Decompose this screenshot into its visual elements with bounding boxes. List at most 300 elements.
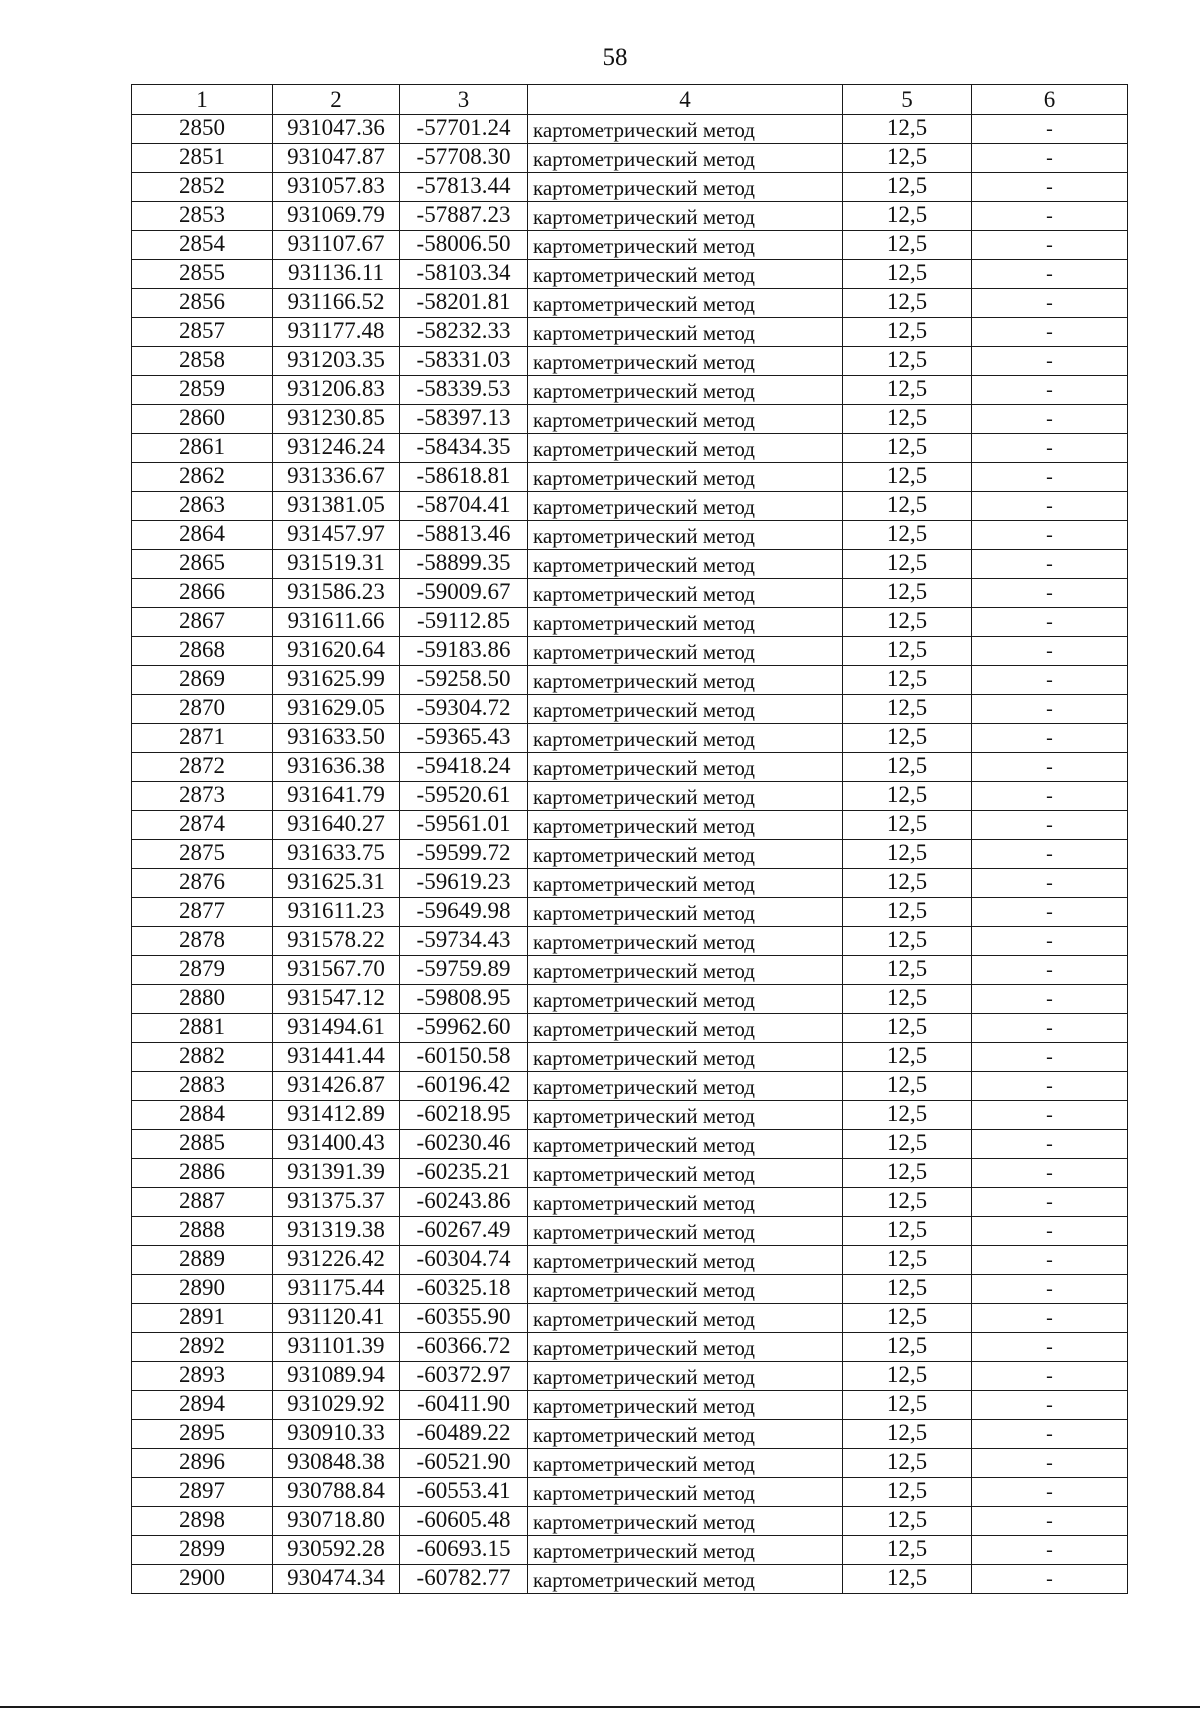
table-row [132, 753, 1128, 782]
x-coordinate-cell: 931226.42 [273, 1246, 400, 1275]
y-coordinate-cell: -60267.49 [400, 1217, 528, 1246]
note-cell: - [972, 1478, 1128, 1507]
point-number-cell: 2882 [132, 1043, 273, 1072]
y-coordinate-cell: -60243.86 [400, 1188, 528, 1217]
table-row [132, 579, 1128, 608]
method-cell: картометрический метод [528, 347, 843, 376]
method-cell: картометрический метод [528, 579, 843, 608]
x-coordinate-cell: 931381.05 [273, 492, 400, 521]
accuracy-cell: 12,5 [843, 1420, 972, 1449]
method-cell: картометрический метод [528, 1362, 843, 1391]
accuracy-cell: 12,5 [843, 405, 972, 434]
x-coordinate-cell: 931633.75 [273, 840, 400, 869]
method-cell: картометрический метод [528, 463, 843, 492]
point-number-cell: 2880 [132, 985, 273, 1014]
table-row [132, 782, 1128, 811]
point-number-cell: 2868 [132, 637, 273, 666]
method-cell: картометрический метод [528, 956, 843, 985]
y-coordinate-cell: -58232.33 [400, 318, 528, 347]
method-cell: картометрический метод [528, 1565, 843, 1594]
table-row [132, 898, 1128, 927]
note-cell: - [972, 1217, 1128, 1246]
accuracy-cell: 12,5 [843, 1217, 972, 1246]
method-cell: картометрический метод [528, 782, 843, 811]
x-coordinate-cell: 931400.43 [273, 1130, 400, 1159]
table-row [132, 115, 1128, 144]
note-cell: - [972, 782, 1128, 811]
accuracy-cell: 12,5 [843, 1391, 972, 1420]
table-row [132, 927, 1128, 956]
method-cell: картометрический метод [528, 637, 843, 666]
y-coordinate-cell: -58434.35 [400, 434, 528, 463]
note-cell: - [972, 985, 1128, 1014]
table-row [132, 1449, 1128, 1478]
point-number-cell: 2855 [132, 260, 273, 289]
x-coordinate-cell: 931319.38 [273, 1217, 400, 1246]
x-coordinate-cell: 930592.28 [273, 1536, 400, 1565]
accuracy-cell: 12,5 [843, 869, 972, 898]
accuracy-cell: 12,5 [843, 898, 972, 927]
y-coordinate-cell: -57813.44 [400, 173, 528, 202]
x-coordinate-cell: 931641.79 [273, 782, 400, 811]
table-header-row [132, 85, 1128, 115]
x-coordinate-cell: 931246.24 [273, 434, 400, 463]
y-coordinate-cell: -60366.72 [400, 1333, 528, 1362]
accuracy-cell: 12,5 [843, 1043, 972, 1072]
method-cell: картометрический метод [528, 231, 843, 260]
y-coordinate-cell: -58618.81 [400, 463, 528, 492]
x-coordinate-cell: 931578.22 [273, 927, 400, 956]
y-coordinate-cell: -59619.23 [400, 869, 528, 898]
method-cell: картометрический метод [528, 1420, 843, 1449]
point-number-cell: 2856 [132, 289, 273, 318]
table-row [132, 1391, 1128, 1420]
x-coordinate-cell: 931057.83 [273, 173, 400, 202]
table-row [132, 1043, 1128, 1072]
x-coordinate-cell: 931441.44 [273, 1043, 400, 1072]
y-coordinate-cell: -58103.34 [400, 260, 528, 289]
x-coordinate-cell: 931336.67 [273, 463, 400, 492]
accuracy-cell: 12,5 [843, 1449, 972, 1478]
x-coordinate-cell: 931203.35 [273, 347, 400, 376]
table-row [132, 492, 1128, 521]
note-cell: - [972, 927, 1128, 956]
point-number-cell: 2896 [132, 1449, 273, 1478]
note-cell: - [972, 1507, 1128, 1536]
note-cell: - [972, 144, 1128, 173]
note-cell: - [972, 492, 1128, 521]
x-coordinate-cell: 931625.99 [273, 666, 400, 695]
point-number-cell: 2895 [132, 1420, 273, 1449]
table-row [132, 608, 1128, 637]
table-row [132, 1159, 1128, 1188]
column-header-3: 3 [400, 85, 528, 115]
x-coordinate-cell: 931175.44 [273, 1275, 400, 1304]
note-cell: - [972, 695, 1128, 724]
method-cell: картометрический метод [528, 202, 843, 231]
table-row [132, 289, 1128, 318]
table-row [132, 869, 1128, 898]
method-cell: картометрический метод [528, 695, 843, 724]
method-cell: картометрический метод [528, 434, 843, 463]
note-cell: - [972, 1130, 1128, 1159]
point-number-cell: 2876 [132, 869, 273, 898]
x-coordinate-cell: 931136.11 [273, 260, 400, 289]
y-coordinate-cell: -58339.53 [400, 376, 528, 405]
note-cell: - [972, 1159, 1128, 1188]
accuracy-cell: 12,5 [843, 1333, 972, 1362]
point-number-cell: 2872 [132, 753, 273, 782]
method-cell: картометрический метод [528, 666, 843, 695]
note-cell: - [972, 1333, 1128, 1362]
method-cell: картометрический метод [528, 405, 843, 434]
method-cell: картометрический метод [528, 1333, 843, 1362]
method-cell: картометрический метод [528, 115, 843, 144]
point-number-cell: 2865 [132, 550, 273, 579]
point-number-cell: 2860 [132, 405, 273, 434]
table-row [132, 1014, 1128, 1043]
x-coordinate-cell: 931177.48 [273, 318, 400, 347]
note-cell: - [972, 898, 1128, 927]
method-cell: картометрический метод [528, 840, 843, 869]
method-cell: картометрический метод [528, 1217, 843, 1246]
x-coordinate-cell: 931567.70 [273, 956, 400, 985]
method-cell: картометрический метод [528, 1014, 843, 1043]
x-coordinate-cell: 931166.52 [273, 289, 400, 318]
method-cell: картометрический метод [528, 869, 843, 898]
method-cell: картометрический метод [528, 173, 843, 202]
accuracy-cell: 12,5 [843, 579, 972, 608]
note-cell: - [972, 1275, 1128, 1304]
point-number-cell: 2883 [132, 1072, 273, 1101]
note-cell: - [972, 753, 1128, 782]
y-coordinate-cell: -60782.77 [400, 1565, 528, 1594]
note-cell: - [972, 434, 1128, 463]
accuracy-cell: 12,5 [843, 985, 972, 1014]
column-header-6: 6 [972, 85, 1128, 115]
accuracy-cell: 12,5 [843, 637, 972, 666]
y-coordinate-cell: -60553.41 [400, 1478, 528, 1507]
x-coordinate-cell: 931206.83 [273, 376, 400, 405]
column-header-4: 4 [528, 85, 843, 115]
table-row [132, 637, 1128, 666]
point-number-cell: 2879 [132, 956, 273, 985]
point-number-cell: 2853 [132, 202, 273, 231]
note-cell: - [972, 1043, 1128, 1072]
y-coordinate-cell: -58006.50 [400, 231, 528, 260]
point-number-cell: 2877 [132, 898, 273, 927]
note-cell: - [972, 579, 1128, 608]
y-coordinate-cell: -60235.21 [400, 1159, 528, 1188]
point-number-cell: 2862 [132, 463, 273, 492]
note-cell: - [972, 1362, 1128, 1391]
note-cell: - [972, 869, 1128, 898]
accuracy-cell: 12,5 [843, 115, 972, 144]
point-number-cell: 2889 [132, 1246, 273, 1275]
accuracy-cell: 12,5 [843, 1362, 972, 1391]
y-coordinate-cell: -60605.48 [400, 1507, 528, 1536]
accuracy-cell: 12,5 [843, 608, 972, 637]
y-coordinate-cell: -59009.67 [400, 579, 528, 608]
accuracy-cell: 12,5 [843, 1159, 972, 1188]
accuracy-cell: 12,5 [843, 492, 972, 521]
method-cell: картометрический метод [528, 1275, 843, 1304]
note-cell: - [972, 1391, 1128, 1420]
page-number: 58 [602, 44, 628, 71]
x-coordinate-cell: 931412.89 [273, 1101, 400, 1130]
x-coordinate-cell: 931457.97 [273, 521, 400, 550]
y-coordinate-cell: -59599.72 [400, 840, 528, 869]
point-number-cell: 2878 [132, 927, 273, 956]
accuracy-cell: 12,5 [843, 782, 972, 811]
table-row [132, 1246, 1128, 1275]
point-number-cell: 2899 [132, 1536, 273, 1565]
method-cell: картометрический метод [528, 318, 843, 347]
y-coordinate-cell: -58813.46 [400, 521, 528, 550]
accuracy-cell: 12,5 [843, 347, 972, 376]
point-number-cell: 2888 [132, 1217, 273, 1246]
table-row [132, 1420, 1128, 1449]
accuracy-cell: 12,5 [843, 1246, 972, 1275]
table-row [132, 1130, 1128, 1159]
table-row [132, 695, 1128, 724]
table-row [132, 521, 1128, 550]
table-row [132, 318, 1128, 347]
x-coordinate-cell: 931620.64 [273, 637, 400, 666]
x-coordinate-cell: 931230.85 [273, 405, 400, 434]
accuracy-cell: 12,5 [843, 1072, 972, 1101]
note-cell: - [972, 463, 1128, 492]
method-cell: картометрический метод [528, 260, 843, 289]
point-number-cell: 2864 [132, 521, 273, 550]
table-row [132, 1362, 1128, 1391]
table-row [132, 811, 1128, 840]
accuracy-cell: 12,5 [843, 724, 972, 753]
method-cell: картометрический метод [528, 724, 843, 753]
table-row [132, 463, 1128, 492]
note-cell: - [972, 637, 1128, 666]
x-coordinate-cell: 930788.84 [273, 1478, 400, 1507]
y-coordinate-cell: -59418.24 [400, 753, 528, 782]
table-row [132, 1275, 1128, 1304]
method-cell: картометрический метод [528, 1478, 843, 1507]
method-cell: картометрический метод [528, 1304, 843, 1333]
accuracy-cell: 12,5 [843, 1130, 972, 1159]
y-coordinate-cell: -58331.03 [400, 347, 528, 376]
point-number-cell: 2854 [132, 231, 273, 260]
x-coordinate-cell: 931069.79 [273, 202, 400, 231]
method-cell: картометрический метод [528, 492, 843, 521]
method-cell: картометрический метод [528, 811, 843, 840]
x-coordinate-cell: 931636.38 [273, 753, 400, 782]
note-cell: - [972, 1420, 1128, 1449]
method-cell: картометрический метод [528, 898, 843, 927]
accuracy-cell: 12,5 [843, 289, 972, 318]
coordinates-table [131, 84, 1128, 1594]
accuracy-cell: 12,5 [843, 666, 972, 695]
accuracy-cell: 12,5 [843, 231, 972, 260]
accuracy-cell: 12,5 [843, 318, 972, 347]
note-cell: - [972, 724, 1128, 753]
y-coordinate-cell: -58201.81 [400, 289, 528, 318]
method-cell: картометрический метод [528, 1130, 843, 1159]
method-cell: картометрический метод [528, 521, 843, 550]
x-coordinate-cell: 931611.66 [273, 608, 400, 637]
method-cell: картометрический метод [528, 927, 843, 956]
accuracy-cell: 12,5 [843, 202, 972, 231]
point-number-cell: 2863 [132, 492, 273, 521]
method-cell: картометрический метод [528, 1043, 843, 1072]
point-number-cell: 2881 [132, 1014, 273, 1043]
accuracy-cell: 12,5 [843, 1478, 972, 1507]
table-row [132, 1188, 1128, 1217]
table-row [132, 724, 1128, 753]
x-coordinate-cell: 931107.67 [273, 231, 400, 260]
method-cell: картометрический метод [528, 985, 843, 1014]
table-row [132, 231, 1128, 260]
point-number-cell: 2874 [132, 811, 273, 840]
point-number-cell: 2884 [132, 1101, 273, 1130]
x-coordinate-cell: 931625.31 [273, 869, 400, 898]
point-number-cell: 2894 [132, 1391, 273, 1420]
note-cell: - [972, 956, 1128, 985]
point-number-cell: 2892 [132, 1333, 273, 1362]
note-cell: - [972, 202, 1128, 231]
y-coordinate-cell: -60325.18 [400, 1275, 528, 1304]
table-row [132, 956, 1128, 985]
y-coordinate-cell: -59561.01 [400, 811, 528, 840]
point-number-cell: 2898 [132, 1507, 273, 1536]
note-cell: - [972, 347, 1128, 376]
table-row [132, 1304, 1128, 1333]
accuracy-cell: 12,5 [843, 811, 972, 840]
y-coordinate-cell: -60521.90 [400, 1449, 528, 1478]
accuracy-cell: 12,5 [843, 144, 972, 173]
y-coordinate-cell: -60355.90 [400, 1304, 528, 1333]
table-row [132, 405, 1128, 434]
accuracy-cell: 12,5 [843, 1536, 972, 1565]
table-row [132, 1507, 1128, 1536]
point-number-cell: 2866 [132, 579, 273, 608]
table-row [132, 202, 1128, 231]
note-cell: - [972, 840, 1128, 869]
method-cell: картометрический метод [528, 1072, 843, 1101]
point-number-cell: 2858 [132, 347, 273, 376]
accuracy-cell: 12,5 [843, 753, 972, 782]
table-row [132, 173, 1128, 202]
x-coordinate-cell: 930718.80 [273, 1507, 400, 1536]
note-cell: - [972, 173, 1128, 202]
note-cell: - [972, 1246, 1128, 1275]
note-cell: - [972, 260, 1128, 289]
y-coordinate-cell: -60693.15 [400, 1536, 528, 1565]
y-coordinate-cell: -59734.43 [400, 927, 528, 956]
note-cell: - [972, 550, 1128, 579]
accuracy-cell: 12,5 [843, 550, 972, 579]
y-coordinate-cell: -60196.42 [400, 1072, 528, 1101]
y-coordinate-cell: -58704.41 [400, 492, 528, 521]
point-number-cell: 2871 [132, 724, 273, 753]
point-number-cell: 2861 [132, 434, 273, 463]
point-number-cell: 2870 [132, 695, 273, 724]
x-coordinate-cell: 931047.36 [273, 115, 400, 144]
table-row [132, 1072, 1128, 1101]
accuracy-cell: 12,5 [843, 521, 972, 550]
note-cell: - [972, 376, 1128, 405]
y-coordinate-cell: -59520.61 [400, 782, 528, 811]
table-row [132, 1333, 1128, 1362]
y-coordinate-cell: -60150.58 [400, 1043, 528, 1072]
y-coordinate-cell: -60304.74 [400, 1246, 528, 1275]
bottom-page-rule [0, 1706, 1200, 1708]
x-coordinate-cell: 931089.94 [273, 1362, 400, 1391]
column-header-2: 2 [273, 85, 400, 115]
accuracy-cell: 12,5 [843, 1101, 972, 1130]
y-coordinate-cell: -59112.85 [400, 608, 528, 637]
point-number-cell: 2890 [132, 1275, 273, 1304]
y-coordinate-cell: -59649.98 [400, 898, 528, 927]
note-cell: - [972, 1304, 1128, 1333]
x-coordinate-cell: 931029.92 [273, 1391, 400, 1420]
y-coordinate-cell: -59759.89 [400, 956, 528, 985]
note-cell: - [972, 1565, 1128, 1594]
table-body [132, 85, 1128, 1594]
y-coordinate-cell: -59304.72 [400, 695, 528, 724]
accuracy-cell: 12,5 [843, 463, 972, 492]
accuracy-cell: 12,5 [843, 1275, 972, 1304]
y-coordinate-cell: -59258.50 [400, 666, 528, 695]
table-row [132, 1565, 1128, 1594]
point-number-cell: 2887 [132, 1188, 273, 1217]
point-number-cell: 2875 [132, 840, 273, 869]
note-cell: - [972, 405, 1128, 434]
accuracy-cell: 12,5 [843, 434, 972, 463]
table-row [132, 666, 1128, 695]
point-number-cell: 2891 [132, 1304, 273, 1333]
table-row [132, 347, 1128, 376]
x-coordinate-cell: 931611.23 [273, 898, 400, 927]
method-cell: картометрический метод [528, 550, 843, 579]
table-row [132, 1217, 1128, 1246]
y-coordinate-cell: -60218.95 [400, 1101, 528, 1130]
y-coordinate-cell: -59365.43 [400, 724, 528, 753]
note-cell: - [972, 1101, 1128, 1130]
accuracy-cell: 12,5 [843, 956, 972, 985]
note-cell: - [972, 231, 1128, 260]
point-number-cell: 2873 [132, 782, 273, 811]
point-number-cell: 2869 [132, 666, 273, 695]
table-row [132, 1101, 1128, 1130]
x-coordinate-cell: 930848.38 [273, 1449, 400, 1478]
accuracy-cell: 12,5 [843, 1014, 972, 1043]
note-cell: - [972, 1449, 1128, 1478]
y-coordinate-cell: -58899.35 [400, 550, 528, 579]
method-cell: картометрический метод [528, 753, 843, 782]
note-cell: - [972, 289, 1128, 318]
y-coordinate-cell: -59962.60 [400, 1014, 528, 1043]
y-coordinate-cell: -58397.13 [400, 405, 528, 434]
note-cell: - [972, 1536, 1128, 1565]
y-coordinate-cell: -57701.24 [400, 115, 528, 144]
table-row [132, 1478, 1128, 1507]
accuracy-cell: 12,5 [843, 376, 972, 405]
x-coordinate-cell: 931101.39 [273, 1333, 400, 1362]
accuracy-cell: 12,5 [843, 840, 972, 869]
x-coordinate-cell: 930474.34 [273, 1565, 400, 1594]
y-coordinate-cell: -60372.97 [400, 1362, 528, 1391]
y-coordinate-cell: -60489.22 [400, 1420, 528, 1449]
note-cell: - [972, 666, 1128, 695]
